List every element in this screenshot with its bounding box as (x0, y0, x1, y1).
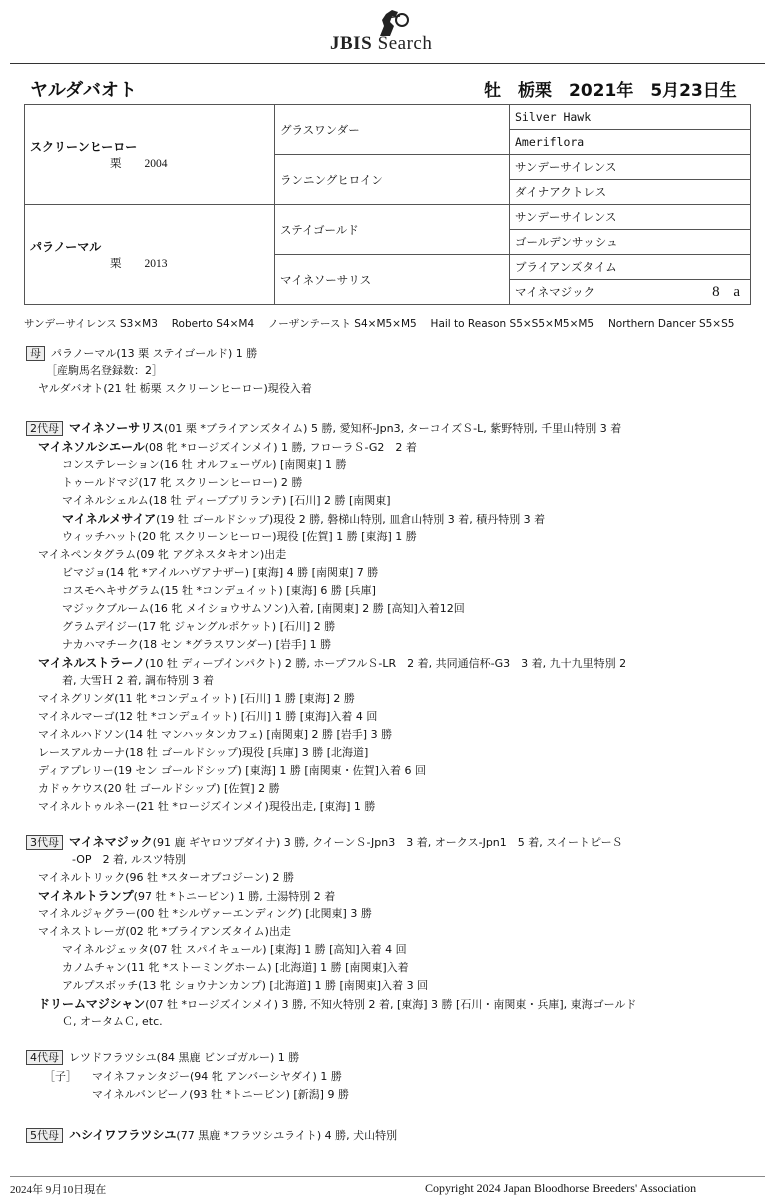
sdd: ダイナアクトレス (510, 180, 751, 205)
sire-sire: グラスワンダー (275, 105, 510, 155)
gen3-row-text: マイネストレーガ(02 牝 *ブライアンズタイム)出走 (38, 925, 291, 938)
gen2-row (38, 781, 280, 797)
sire-name: スクリーンヒーロー (30, 140, 138, 154)
gen4-child-row: マイネファンタジー(94 牝 アンバーシヤダイ) 1 勝 (92, 1070, 342, 1083)
gen3-row (62, 1014, 163, 1030)
gen2-row-text: コスモヘキサグラム(15 牡 *コンデュイット) [東海] 6 勝 [兵庫] (62, 584, 376, 597)
footer-date: 2024年 9月10日現在 (10, 1184, 107, 1196)
gen2-row (38, 691, 355, 707)
gen2-row-name: マイネルメサイア (62, 512, 157, 526)
gen3-row-name: マイネルトランプ (38, 889, 134, 903)
gen2-row-text: マイネルマーゴ(12 牡 *コンデュイット) [石川] 1 勝 [東海]入着 4 回 (38, 710, 378, 723)
gen2-row-text: グラムデイジー(17 牝 ジャングルポケット) [石川] 2 勝 (62, 620, 336, 633)
gen3-row-text: マイネルトリック(96 牡 *スターオブコジーン) 2 勝 (38, 871, 294, 884)
gen3-row-text: マイネルジェッタ(07 牡 スパイキュール) [東海] 1 勝 [高知]入着 4 回 (62, 943, 407, 956)
gen2-row (38, 763, 426, 779)
horse-info: 牡 栃栗 2021年 5月23日生 (484, 81, 737, 101)
dss: サンデーサイレンス (510, 205, 751, 230)
gen4-child-label: ［子］ (44, 1070, 77, 1083)
gen1-line2: ［産駒馬名登録数：2］ (46, 364, 163, 377)
top-divider (10, 63, 765, 64)
gen2-row-text: ビマジョ(14 牝 *アイルハヴアナザー) [東海] 4 勝 [南関東] 7 勝 (62, 566, 379, 579)
gen2-row (62, 493, 391, 509)
gen1-label: 母 (26, 346, 45, 361)
gen3-row-text: (97 牡 *トニービン) 1 勝, 土湯特別 2 着 (133, 890, 336, 903)
gen3-row-text: (07 牡 *ロージズインメイ) 3 勝, 不知火特別 2 着, [東海] 3 勝 [石川・南関東・兵庫], 東海ゴールド (145, 998, 637, 1011)
dam-sire: ステイゴールド (275, 205, 510, 255)
inbreeding-line: サンデーサイレンス S3×M3 Roberto S4×M4 ノーザンテースト S4×M5×M5 Hail to Reason S5×S5×M5×M5 Northern Dancer S5×S5 (24, 318, 735, 330)
gen4-child-row: マイネルバンビーノ(93 牡 *トニービン) [新潟] 9 勝 (92, 1088, 349, 1101)
gen2-row (62, 565, 378, 581)
gen2-row (62, 637, 331, 653)
gen2-row (62, 529, 417, 545)
gen2-row-text: コンステレーション(16 牡 オルフェーヴル) [南関東] 1 勝 (62, 458, 347, 471)
gen2-row (38, 439, 417, 456)
sire-color-year: 栗 2004 (110, 158, 168, 170)
gen3-row (38, 996, 636, 1013)
gen2-row-text: (08 牝 *ロージズインメイ) 1 勝, フローラＳ-G2 2 着 (144, 441, 417, 454)
gen2-row (38, 799, 375, 815)
gen3-row-text: カノムチャン(11 牝 *ストーミングホーム) [北海道] 1 勝 [南関東]入着 (62, 961, 409, 974)
gen2-row-text: 着, 大雪Ｈ 2 着, 調布特別 3 着 (62, 674, 214, 687)
dam-cell (25, 205, 275, 305)
gen2-row (62, 583, 376, 599)
gen2-row (62, 601, 465, 617)
gen2-row-text: カドゥケウス(20 牡 ゴールドシップ) [佐賀] 2 勝 (38, 782, 280, 795)
gen4-label: 4代母 (26, 1050, 63, 1065)
sire-dam: ランニングヒロイン (275, 155, 510, 205)
gen3-row (38, 924, 291, 940)
sire-cell (25, 105, 275, 205)
dds: ブライアンズタイム (510, 255, 751, 280)
gen2-row-text: マイネルハドソン(14 牡 マンハッタンカフェ) [南関東] 2 勝 [岩手] 3 勝 (38, 728, 393, 741)
dam-color-year: 栗 2013 (110, 258, 168, 270)
dam-name: パラノーマル (30, 240, 102, 254)
footer-copyright: Copyright 2024 Japan Bloodhorse Breeders' Association (425, 1181, 697, 1195)
gen2-row (62, 673, 214, 689)
gen3-row (62, 960, 409, 976)
gen2-row-text: マイネルシェルム(18 牡 ディープブリランテ) [石川] 2 勝 [南関東] (62, 494, 391, 507)
gen4-head: 4代母 レツドフラツシユ(84 黒鹿 ビンゴガルー) 1 勝 (26, 1050, 299, 1066)
gen2-row (38, 727, 392, 743)
bottom-divider (10, 1176, 765, 1177)
gen2-row-name: マイネソルシエール (38, 440, 145, 454)
gen3-row-text: Ｃ, オータムＣ, etc. (62, 1015, 163, 1028)
dsd: ゴールデンサッシュ (510, 230, 751, 255)
gen3-head: 3代母 マイネマジック(91 鹿 ギヤロツプダイナ) 3 勝, クイーンＳ-Jpn3 3 着, オークス-Jpn1 5 着, スイートピーＳ (26, 834, 623, 851)
gen3-row-text: アルプスボッチ(13 牝 ショウナンカンプ) [北海道] 1 勝 [南関東]入着 3 回 (62, 979, 429, 992)
gen3-row (38, 888, 335, 905)
gen2-row (38, 745, 368, 761)
family-number: 8 a (712, 283, 745, 300)
gen2-head: 2代母 マイネソーサリス(01 栗 *ブライアンズタイム) 5 勝, 愛知杯-Jpn3, ターコイズＳ-L, 紫野特別, 千里山特別 3 着 (26, 420, 621, 437)
gen2-row-text: レースアルカーナ(18 牡 ゴールドシップ)現役 [兵庫] 3 勝 [北海道] (38, 746, 369, 759)
gen2-row (38, 547, 286, 563)
gen2-row (62, 511, 545, 528)
logo-text: JBIS Search (330, 33, 433, 54)
gen2-row-text: ディアプレリー(19 セン ゴールドシップ) [東海] 1 勝 [南関東・佐賀]入着 6 回 (38, 764, 426, 777)
gen2-row-text: ナカハマチーク(18 セン *グラスワンダー) [岩手] 1 勝 (62, 638, 332, 651)
gen1-line3: ヤルダバオト(21 牡 栃栗 スクリーンヒーロー)現役入着 (38, 382, 312, 395)
gen2-row-name: マイネルストラーノ (38, 656, 146, 670)
gen2-row (38, 655, 626, 672)
gen2-row-text: ウィッチハット(20 牝 スクリーンヒーロー)現役 [佐賀] 1 勝 [東海] 1 勝 (62, 530, 417, 543)
gen1-line1: 母 パラノーマル(13 栗 ステイゴールド) 1 勝 (26, 346, 257, 362)
dam-dam: マイネソーサリス (275, 255, 510, 305)
gen2-row (62, 457, 347, 473)
pedigree-table (24, 104, 751, 305)
gen3-row (38, 870, 294, 886)
sss: Silver Hawk (510, 105, 751, 130)
gen2-row (62, 475, 302, 491)
gen2-row-text: マイネペンタグラム(09 牝 アグネスタキオン)出走 (38, 548, 287, 561)
gen3-row (38, 906, 372, 922)
ssd: Ameriflora (510, 130, 751, 155)
gen3-row-text: マイネルジャグラー(00 牡 *シルヴァーエンディング) [北関東] 3 勝 (38, 907, 372, 920)
gen5-head: 5代母 ハシイワフラツシユ(77 黒鹿 *フラツシユライト) 4 勝, 犬山特別 (26, 1127, 397, 1144)
gen2-row-text: マイネルトゥルネー(21 牡 *ロージズインメイ)現役出走, [東海] 1 勝 (38, 800, 376, 813)
jbis-logo (330, 8, 470, 54)
gen2-row (38, 709, 377, 725)
gen2-row-text: (10 牡 ディープインパクト) 2 勝, ホープフルＳ-LR 2 着, 共同通信杯-G3 3 着, 九十九里特別 2 (145, 657, 627, 670)
horse-name: ヤルダバオト (30, 80, 137, 101)
gen5-label: 5代母 (26, 1128, 63, 1143)
gen3-head-cont: -OP 2 着, ルスツ特別 (72, 853, 186, 866)
gen2-row-text: (19 牡 ゴールドシップ)現役 2 勝, 磐梯山特別, 皿倉山特別 3 着, 積丹特別 3 着 (156, 513, 546, 526)
gen3-row (62, 978, 428, 994)
gen3-row-name: ドリームマジシャン (38, 997, 146, 1011)
ddd: マイネマジック 8 a (510, 280, 751, 305)
gen2-row-text: トゥールドマジ(17 牝 スクリーンヒーロー) 2 勝 (62, 476, 303, 489)
gen2-row-text: マイネグリンダ(11 牝 *コンデュイット) [石川] 1 勝 [東海] 2 勝 (38, 692, 355, 705)
gen2-row (62, 619, 335, 635)
gen3-label: 3代母 (26, 835, 63, 850)
gen2-label: 2代母 (26, 421, 63, 436)
gen3-row (62, 942, 407, 958)
sds: サンデーサイレンス (510, 155, 751, 180)
gen2-row-text: マジックブルーム(16 牝 メイショウサムソン)入着, [南関東] 2 勝 [高知]入着12回 (62, 602, 465, 615)
